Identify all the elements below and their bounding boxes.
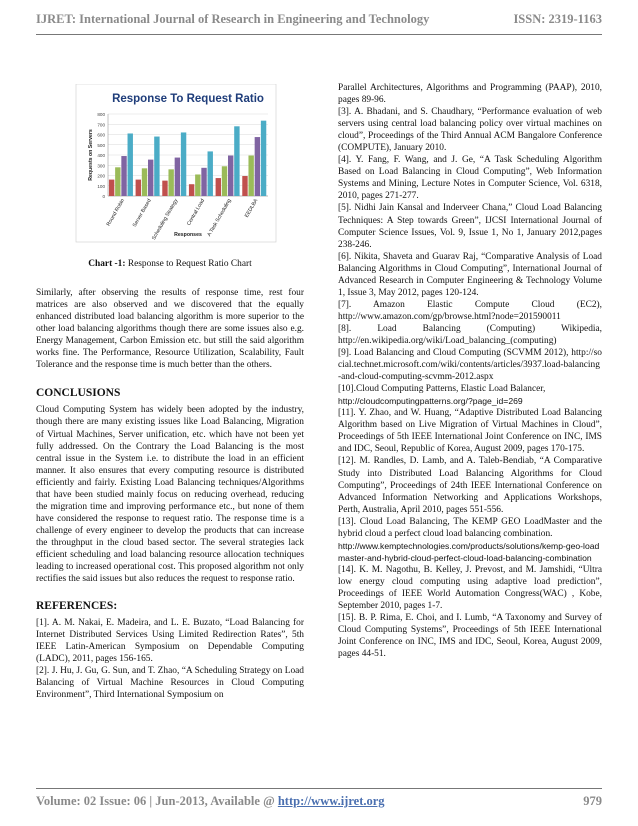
conclusions-heading: CONCLUSIONS [36, 387, 121, 400]
bar [142, 168, 147, 196]
bar [136, 180, 141, 196]
reference-10-url[interactable]: http://cloudcomputingpatterns.org/?page_id=269 [338, 396, 523, 407]
y-tick-label: 200 [97, 173, 105, 179]
caption-text: Response to Request Ratio Chart [125, 259, 252, 269]
footer-link[interactable]: http://www.ijret.org [277, 794, 385, 808]
results-paragraph: Similarly, after observing the results of response time, rest four matrices are also observed and we discovered that the equally enhanced distributed load balancing algorithm is more superior to the other load balancing algorithms though there are some issues also e.g. Energy Management, Carbon Emission etc. but still the said algorithm works fine. The Performance, Resource Utilization, Scalability, Fault Tolerance and the response time is much better than the others. [36, 288, 304, 371]
running-footer [36, 794, 602, 810]
x-tick-label: Server Based [131, 198, 153, 229]
caption-label: Chart -1: [88, 259, 126, 269]
x-tick-label: Scheduling Strategy [150, 198, 180, 242]
y-tick-label: 600 [97, 132, 105, 138]
bar [255, 137, 260, 196]
running-header [36, 12, 602, 32]
issn: ISSN: 2319-1163 [513, 12, 602, 26]
y-axis-label: Requests on Servers [88, 129, 94, 181]
footer-prefix: Volume: 02 Issue: 06 | Jun-2013, Available @ [36, 794, 278, 808]
bar [189, 184, 194, 196]
reference-11: [11]. Y. Zhao, and W. Huang, “Adaptive Distributed Load Balancing Algorithm based on Live Migration of Virtual Machines in Cloud”, Proceedings of 5th IEEE International Joint Conference on INC, IMS and IDC, Seoul, Republic of Korea, August 2009, pages 170-175. [338, 408, 602, 455]
x-tick-label: Central Load [186, 198, 207, 227]
bar [109, 180, 114, 196]
reference-2: [2]. J. Hu, J. Gu, G. Sun, and T. Zhao, “A Scheduling Strategy on Load Balancing of Virtual Machine Resources in Cloud Computing Environment”, Third International Symposium on [36, 666, 304, 701]
bar [175, 158, 180, 196]
reference-7: [7]. Amazon Elastic Compute Cloud (EC2), http://www.amazon.com/gp/browse.html?node=201590011 [338, 299, 602, 322]
left-column [36, 84, 304, 702]
bar [181, 132, 186, 196]
reference-6: [6]. Nikita, Shaveta and Guarav Raj, “Comparative Analysis of Load Balancing Algorithms in Cloud Computing”, International Journal of Advanced Research in Computer Engineering & Technology Volume 1, Issue 3, May 2012, pages 120-124. [338, 251, 602, 298]
x-axis-label: Responses [174, 232, 202, 238]
bar [261, 121, 266, 196]
reference-8: [8]. Load Balancing (Computing) Wikipedia, http://en.wikipedia.org/wiki/Load_balancing_(computing) [338, 323, 602, 346]
page-number: 979 [583, 794, 602, 808]
bar [234, 126, 239, 196]
footer-info [36, 794, 385, 809]
reference-10: [10].Cloud Computing Patterns, Elastic Load Balancer, [338, 384, 546, 395]
x-tick-label: Round Robin [105, 198, 127, 228]
bar [121, 156, 126, 196]
reference-13: [13]. Cloud Load Balancing, The KEMP GEO LoadMaster and the hybrid cloud a perfect cloud load balancing combination. [338, 516, 602, 539]
right-column [338, 82, 602, 660]
chart-svg [36, 84, 304, 244]
chart [36, 84, 304, 244]
reference-2-cont: Parallel Architectures, Algorithms and Programming (PAAP), 2010, pages 89-96. [338, 83, 602, 106]
y-tick-label: 400 [97, 153, 105, 158]
bar [248, 156, 253, 196]
reference-14: [14]. K. M. Nagothu, B. Kelley, J. Prevost, and M. Jamshidi, “Ultra low energy cloud computing using adaptive load prediction”, Proceedings of IEEE World Automation Congress(WAC) , Kobe, September 2010, pages 1-7. [338, 564, 602, 612]
x-tick-label: EEDLBA [243, 198, 260, 219]
bar [201, 168, 206, 196]
reference-1: [1]. A. M. Nakai, E. Madeira, and L. E. Buzato, “Load Balancing for Internet Distributed Services Using Limited Redirection Rates”, 5th IEEE Latin-American Symposium on Dependable Computing (LADC), 2011, pages 156-165. [36, 618, 304, 665]
y-tick-label: 0 [102, 194, 105, 199]
bar [216, 178, 221, 196]
x-tick-label: A Task Scheduling [206, 198, 233, 238]
y-tick-label: 800 [97, 112, 105, 117]
bar [128, 133, 133, 196]
references-heading: REFERENCES: [36, 600, 118, 613]
reference-5: [5]. Nidhi Jain Kansal and Inderveer Chana,” Cloud Load Balancing Techniques: A Step towards Green”, IJCSI International Journal of Computer Science Issues, Vol. 9, Issue 1, No 1, January 2012,pages 238-246. [338, 203, 602, 250]
chart-caption [36, 258, 304, 270]
reference-4: [4]. Y. Fang, F. Wang, and J. Ge, “A Task Scheduling Algorithm Based on Load Balancing in Cloud Computing”, Web Information Systems and Mining, Lecture Notes in Computer Science, Vol. 6318, 2010, pages 271-277. [338, 155, 602, 202]
reference-3: [3]. A. Bhadani, and S. Chaudhary, “Performance evaluation of web servers using central load balancing policy over virtual machines on cloud”, Proceedings of the Third Annual ACM Bangalore Conference (COMPUTE), January 2010. [338, 107, 602, 154]
bar [242, 176, 247, 196]
bar [148, 160, 153, 196]
reference-9: [9]. Load Balancing and Cloud Computing (SCVMM 2012), http://social.technet.microsoft.com/wiki/contents/articles/3937.load-balancing-and-cloud-computing-scvmm-2012.aspx [338, 348, 602, 383]
y-tick-label: 300 [97, 163, 105, 169]
chart-title: Response To Request Ratio [112, 93, 264, 105]
bar [208, 151, 213, 196]
y-tick-label: 100 [97, 183, 105, 189]
bar [154, 137, 159, 196]
reference-12: [12]. M. Randles, D. Lamb, and A. Taleb-Bendiab, “A Comparative Study into Distributed Load Balancing Algorithms for Cloud Computing”, Proceedings of 24th IEEE International Conference on Advanced Information Networking and Applications Workshops, Perth, Australia, April 2010, pages 551-556. [338, 456, 602, 515]
header-rule [36, 34, 602, 35]
journal-title: IJRET: International Journal of Research in Engineering and Technology [36, 12, 430, 26]
bar [222, 166, 227, 196]
y-tick-label: 700 [97, 122, 105, 128]
reference-15: [15]. B. P. Rima, E. Choi, and I. Lumb, “A Taxonomy and Survey of Cloud Computing Systems”, Proceedings of 5th IEEE International Joint Conference on INC, IMS and IDC, Seoul, Korea, August 2009, pages 44-51. [338, 613, 602, 660]
bar [228, 156, 233, 196]
conclusions-text: Cloud Computing System has widely been adopted by the industry, though there are many existing issues like Load Balancing, Migration of Virtual Machines, Server unification, etc. which have not been yet fully addressed. On the Contrary the Load Balancing is the most central issue in the System i.e. to distribute the load in an efficient manner. It also ensures that every computing resource is distributed efficiently and fairly. Existing Load Balancing techniques/Algorithms that have been studied mainly focus on reducing overhead, reducing the migration time and improving performance etc., but none of them have considered the response to request ratio. The response time is a challenge of every engineer to develop the products that can increase the throughput in the cloud based sector. The several strategies lack efficient scheduling and load balancing resource allocation techniques leading to increased operational cost. This proposed algorithm not only rectifies the said issues but also reduces the request to response ratio. [36, 405, 304, 585]
footer-rule [36, 788, 602, 789]
bar [115, 167, 120, 196]
bar [162, 181, 167, 196]
bar [168, 169, 173, 196]
bar [195, 174, 200, 196]
reference-13-url[interactable]: http://www.kemptechnologies.com/products/solutions/kemp-geo-loadmaster-and-hybrid-cloud-perfect-cloud-load-balancing-combination [338, 540, 600, 563]
y-tick-label: 500 [97, 142, 105, 148]
